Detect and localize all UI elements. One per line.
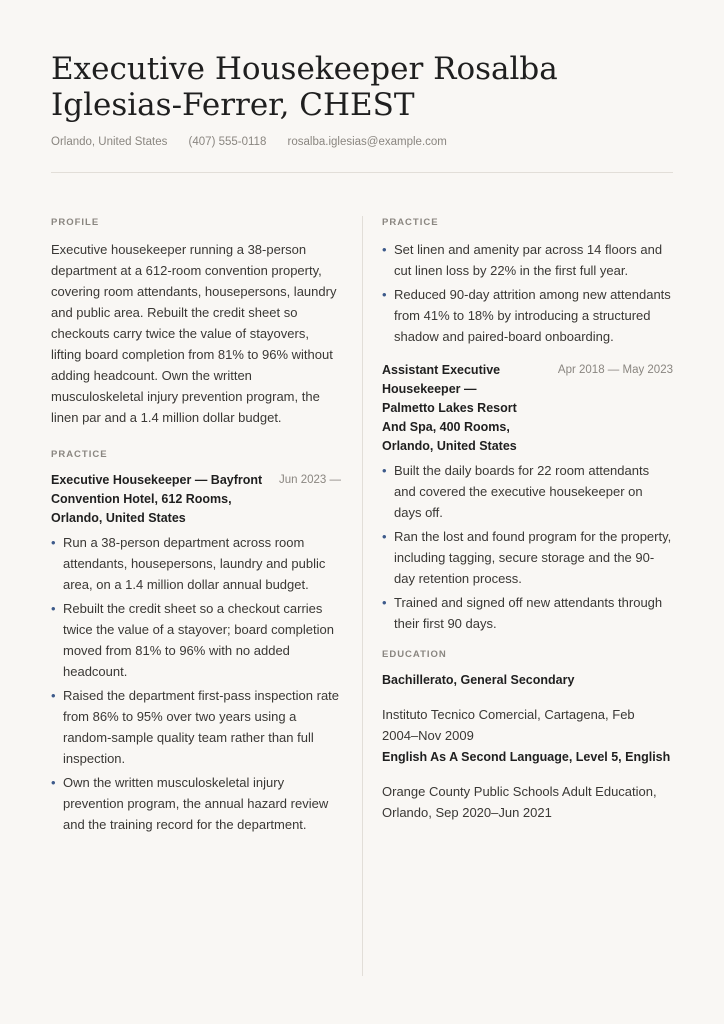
profile-summary: Executive housekeeper running a 38-person department at a 612-room convention property, covering room attendants, housepersons, laundry and public area. Rebuilt the credit sheet so checkouts carry twice the value of stayovers, lifting board completion from 81% to 96% without adding headcount. Own the written musculoskeletal injury prevention program, the linen par and a 1.4 million dollar budget. xyxy=(51,242,337,425)
edu-school: Orange County Public Schools Adult Education, Orlando, Sep 2020–Jun 2021 xyxy=(382,784,657,820)
edu-school: Instituto Tecnico Comercial, Cartagena, Feb 2004–Nov 2009 xyxy=(382,707,635,743)
email-link[interactable]: rosalba.iglesias@example.com xyxy=(287,136,447,148)
location-text: Orlando, United States xyxy=(51,136,168,148)
practice-continued-label: PRACTICE xyxy=(382,217,439,228)
bullet-dot-icon: • xyxy=(382,463,387,478)
list-item: • Built the daily boards for 22 room attendants and covered the executive housekeeper on days off. xyxy=(382,460,673,523)
bullet-dot-icon: • xyxy=(382,529,387,544)
phone-text: (407) 555-0118 xyxy=(188,136,267,148)
list-item: • Raised the department first-pass inspection rate from 86% to 95% over two years using a random-sample quality team rather than full inspection. xyxy=(51,685,341,769)
list-item: • Reduced 90-day attrition among new attendants from 41% to 18% by introducing a structured shadow and paired-board onboarding. xyxy=(382,284,673,347)
job-bullet-list xyxy=(382,460,673,634)
list-item: • Own the written musculoskeletal injury prevention program, the annual hazard review and the training record for the department. xyxy=(51,772,341,835)
job-bullet-list xyxy=(51,532,341,835)
bullet-dot-icon: • xyxy=(51,775,56,790)
job-date: Apr 2018 — May 2023 xyxy=(557,364,673,376)
job-header xyxy=(382,361,673,456)
bullet-dot-icon: • xyxy=(51,688,56,703)
bullet-dot-icon: • xyxy=(382,242,387,257)
education-section-label: EDUCATION xyxy=(382,649,447,660)
right-column xyxy=(382,216,673,823)
left-column xyxy=(51,216,341,838)
column-divider xyxy=(362,216,363,976)
job-title: Executive Housekeeper — Bayfront Convention Hotel, 612 Rooms, Orlando, United States xyxy=(51,473,263,525)
contact-line xyxy=(51,136,465,148)
bullet-dot-icon: • xyxy=(51,535,56,550)
job-header xyxy=(51,471,341,528)
list-item: • Set linen and amenity par across 14 floors and cut linen loss by 22% in the first full year. xyxy=(382,239,673,281)
list-item: • Trained and signed off new attendants through their first 90 days. xyxy=(382,592,673,634)
practice-section-label: PRACTICE xyxy=(51,449,108,460)
edu-degree: English As A Second Language, Level 5, English xyxy=(382,750,671,764)
page-title: Executive Housekeeper Rosalba Iglesias-Ferrer, CHEST xyxy=(51,51,558,123)
job-date: Jun 2023 — xyxy=(278,474,341,486)
job-title: Assistant Executive Housekeeper — Palmetto Lakes Resort And Spa, 400 Rooms, Orlando, United States xyxy=(382,363,517,453)
list-item: • Rebuilt the credit sheet so a checkout carries twice the value of a stayover; board completion moved from 81% to 96% with no added headcount. xyxy=(51,598,341,682)
edu-degree: Bachillerato, General Secondary xyxy=(382,673,575,687)
job-bullet-list xyxy=(382,239,673,347)
list-item: • Run a 38-person department across room attendants, housepersons, laundry and public area, on a 1.4 million dollar annual budget. xyxy=(51,532,341,595)
header-divider xyxy=(51,172,673,173)
bullet-dot-icon: • xyxy=(382,595,387,610)
bullet-dot-icon: • xyxy=(382,287,387,302)
profile-section-label: PROFILE xyxy=(51,217,100,228)
bullet-dot-icon: • xyxy=(51,601,56,616)
list-item: • Ran the lost and found program for the property, including tagging, secure storage and the 90-day retention process. xyxy=(382,526,673,589)
